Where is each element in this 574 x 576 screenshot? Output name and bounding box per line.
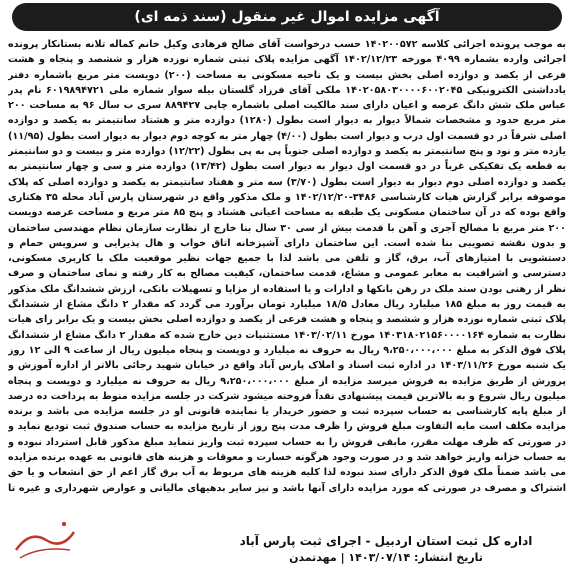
ad-footer bbox=[206, 532, 566, 566]
footer-organization: اداره کل ثبت استان اردبیل - اجرای ثبت پارس آباد bbox=[239, 534, 533, 548]
newspaper-logo-icon bbox=[10, 510, 80, 570]
logo-swoosh bbox=[16, 532, 74, 550]
logo-dot bbox=[62, 522, 66, 526]
ad-body-text: به موجب پرونده اجرائی کلاسه ۱۴۰۲۰۰۵۷۲ حسب درخواست آقای صالح فرهادی وکیل خانم کماله تلانه بستانکار پرونده اجرائی وارده بشماره ۴۰۹۹ مورخه ۱۴۰۲/۱۲/۲۳ آگهی مزایده پلاک ثبتی شماره نوزده هزار و ششصد و پنجاه و هشت فرعی از یکصد و دوازده اصلی بخش بیست و یک ناحیه مسکونی به مساحت (۲۰۰) دویست متر مربع باشماره دفتر یادداشتی الکترونیکی ۱۴۰۲۰۵۸۰۳۰۰۰۰۶۰۰۲۰۴۵ ملکی آقای فرزاد گلستان بیله سوار شماره ملی ۶۰۱۹۸۹۴۷۲۱ نام پدر عباس ملک شش دانگ عرصه و اعیان دارای سند مالکیت اصلی باشماره چاپی ۸۸۹۴۲۷ سری ب سال ۹۶ به مساحت ۲۰۰ متر مربع حدود و مشخصات شمالاً دیوار به دیوار است بطول (۱۲۸۰) دوازده متر و هشتاد سانتیمتر به یکصد و دوازده اصلی شرقاً در دو قسمت اول درب و دیوار است بطول (۴/۰۰) چهار متر به کوچه دوم دیوار به دیوار است بطول (۱۱/۹۵) یازده متر و نود و پنج سانتیمتر به یکصد و دوازده اصلی جنوباً پی به پی بطول (۱۲/۲۲) دوازده متر و بیست و دو سانتیمتر به قطعه یک تفکیکی غرباً در دو قسمت اول دیوار به دیوار است بطول (۱۳/۴۲) دوازده متر و سی و چهار سانتیمتر به یکصد و دوازده اصلی دوم دیوار به دیوار است بطول (۳/۷۰) سه متر و هفتاد سانتیمتر به یکصد و دوازده اصلی که پلاک موصوفه برابر گزارش هیات کارشناسی ۳۴۸۶-۱۴۰۲/۱۲/۲۰ و ملک مذکور واقع در شهرستان پارس آباد محله ۳۵ هکتاری واقع بوده که در آن ساختمان مسکونی یک طبقه به مساحت اعیانی هشتاد و پنج ۸۵ متر مربع و مساحت عرصه دویست ۲۰۰ متر مربع با مصالح آجری و آهن با قدمت بیش از سی ۳۰ سال بنا خارج از نظارت سازمان نظام مهندسی ساختمان و بدون نقشه تصویبی بنا شده است. این ساختمان دارای آشپزخانه اتاق خواب و هال پذیرایی و سرویس حمام و دستشویی با امتیازهای آب، برق، گاز و تلفن می باشد لذا با جمیع جهات نظیر موقعیت ملک با کاربری مسکونی، دسترسی و اشرافیت به معابر عمومی و مشاع، قدمت ساختمان، کیفیت مصالح به کار رفته و نمای ساختمان و صرف نظر از رهنی بودن سند ملک در رهن بانکها و ادارات و یا استفاده از مزایا و تسهیلات بانکی، ارزش ششدانگ ملک مذکور به قیمت روز به مبلغ ۱۸۵ میلیارد ریال معادل ۱۸/۵ میلیارد تومان برآورد می گردد که مقدار ۲ دانگ مشاع از ششدانگ پلاک ثبتی شماره نوزده هزار و ششصد و پنجاه و هشت فرعی از یکصد و دوازده اصلی بخش بیست و یک برابر رای هیات نظارت به شماره ۱۴۰۳۱۸۰۲۱۵۶۰۰۰۰۱۶۴ مورخ ۱۴۰۳/۰۲/۱۱ مستثنیات دین خارج شده که مقدار ۲ دانگ مشاع از ششدانگ پلاک فوق الذکر به مبلغ ۹،۲۵۰،۰۰۰،۰۰۰ ریال به حروف نه میلیارد و دویست و پنجاه میلیون ریال از ساعت ۹ الی ۱۲ روز یک شنبه مورخ ۱۴۰۳/۱۱/۲۶ در اداره ثبت اسناد و املاک پارس آباد واقع در خیابان شهید رجائی بالاتر از اداره آموزش و پرورش از طریق مزایده به فروش میرسد مزایده از مبلغ ۹،۲۵۰،۰۰۰،۰۰۰ ریال به حروف نه میلیارد و دویست و پنجاه میلیون ریال شروع و به بالاترین قیمت پیشنهادی نقداً فروخته میشود شرکت در جلسه مزایده منوط به پرداخت ده درصد از مبلغ پایه کارشناسی به حساب سپرده ثبت و حضور خریدار یا نماینده قانونی او در جلسه مزایده می باشد و برنده مزایده مکلف است مابه التفاوت مبلغ فروش را ظرف مدت پنج روز از تاریخ مزایده به حساب صندوق ثبت تودیع نماید و در صورتی که ظرف مهلت مقرر، مابقی فروش را به حساب سپرده ثبت واریز ننماید مبلغ مذکور قابل استرداد نبوده و به حساب خزانه واریز خواهد شد و در صورت وجود هرگونه خسارت و معوقات و هزینه های قانونی به عهده برنده مزایده می باشد ضمناً ملک فوق الذکر دارای سند نبوده لذا کلیه هزینه های مربوط به آب برق گاز اعم از حق انشعاب و یا حق اشتراک و مصرف در صورتی که مورد مزایده دارای آنها باشد و نیز سایر بدهیهای مالیاتی و عوارض شهرداری و غیره تا bbox=[8, 39, 566, 494]
footer-publish-date: تاریخ انتشار: ۱۴۰۳/۰۷/۱۴ | مهدتمدن bbox=[289, 551, 483, 564]
ad-title: آگهی مزایده اموال غیر منقول (سند ذمه ای) bbox=[134, 9, 440, 25]
logo-underline bbox=[20, 549, 70, 558]
ad-title-bar bbox=[12, 3, 562, 31]
